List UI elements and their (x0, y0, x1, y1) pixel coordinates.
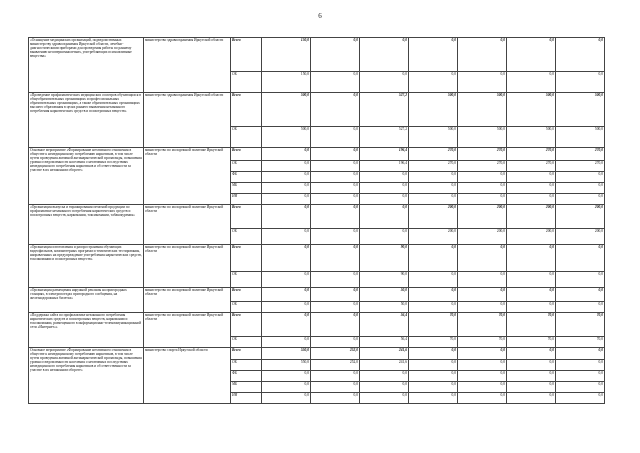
amount-cell: 500,0 (507, 93, 556, 127)
amount-cell: 0,0 (360, 72, 409, 93)
amount-cell: 0,0 (409, 245, 458, 272)
amount-cell: 0,0 (360, 38, 409, 72)
amount-cell: 500,0 (409, 127, 458, 148)
amount-cell: 0,0 (409, 72, 458, 93)
amount-cell: 527,2 (360, 127, 409, 148)
amount-cell: 70,0 (507, 313, 556, 337)
amount-cell: 0,0 (458, 302, 507, 313)
table-row (29, 38, 605, 72)
amount-cell: 0,0 (311, 371, 360, 382)
funding-source-cell: ОБ (231, 127, 262, 148)
amount-cell: 500,0 (409, 93, 458, 127)
executor-cell: министерство по молодежной политике Иркутской области (144, 205, 231, 245)
amount-cell: 0,0 (311, 183, 360, 194)
amount-cell: 0,0 (458, 172, 507, 183)
executor-cell: министерство спорта Иркутской области (144, 348, 231, 404)
amount-cell: 0,0 (262, 302, 311, 313)
amount-cell: 0,0 (262, 172, 311, 183)
amount-cell: 0,0 (360, 183, 409, 194)
amount-cell: 0,0 (262, 183, 311, 194)
amount-cell: 0,0 (507, 38, 556, 72)
amount-cell: 0,0 (409, 382, 458, 393)
amount-cell: 70,0 (458, 337, 507, 348)
amount-cell: 0,0 (556, 172, 605, 183)
amount-cell: 0,0 (458, 194, 507, 205)
amount-cell: 50,0 (360, 302, 409, 313)
funding-source-cell: ФБ (231, 371, 262, 382)
amount-cell: 270,0 (556, 161, 605, 172)
amount-cell: 0,0 (556, 393, 605, 404)
amount-cell: 0,0 (507, 183, 556, 194)
amount-cell: 0,0 (507, 72, 556, 93)
funding-source-cell: ОБ (231, 302, 262, 313)
amount-cell: 270,0 (409, 161, 458, 172)
amount-cell: 0,0 (311, 205, 360, 229)
amount-cell: 200,0 (507, 229, 556, 245)
executor-cell: министерство по молодежной политике Иркутской области (144, 245, 231, 288)
amount-cell: 0,0 (507, 172, 556, 183)
funding-source-cell: ОБ (231, 229, 262, 245)
table-row (29, 288, 605, 302)
amount-cell: 70,0 (409, 337, 458, 348)
amount-cell: 200,0 (409, 205, 458, 229)
amount-cell: 0,0 (311, 382, 360, 393)
amount-cell: 200,0 (458, 229, 507, 245)
amount-cell: 0,0 (360, 393, 409, 404)
amount-cell: 0,0 (507, 194, 556, 205)
amount-cell: 0,0 (458, 245, 507, 272)
amount-cell: 56,4 (360, 313, 409, 337)
amount-cell: 0,0 (262, 288, 311, 302)
activity-name-cell: Основное мероприятие «Формирование негативного отношения в обществе к немедицинскому потреблению наркотиков, в том числе путем проведения активной антинаркотической пропаганды, повышения уровня осведомленности населения о негативных последствиях немедицинского потребления наркотиков и об ответственности за участие в их незаконном обороте» (29, 348, 144, 404)
amount-cell: 196,4 (360, 161, 409, 172)
activity-name-cell: «Организация выпуска и тиражирования печатной продукции по профилактике незаконного потребления наркотических средств и психотропных веществ, наркомании, токсикомании, табакокурения» (29, 205, 144, 245)
amount-cell: 270,0 (458, 148, 507, 161)
amount-cell: 0,0 (556, 245, 605, 272)
amount-cell: 0,0 (507, 302, 556, 313)
amount-cell: 0,0 (262, 245, 311, 272)
amount-cell: 0,0 (458, 360, 507, 371)
amount-cell: 50,0 (360, 288, 409, 302)
amount-cell: 0,0 (409, 393, 458, 404)
table-row (29, 245, 605, 272)
funding-source-cell: Всего (231, 93, 262, 127)
funding-source-cell: Всего (231, 205, 262, 229)
amount-cell: 500,0 (458, 127, 507, 148)
amount-cell: 0,0 (458, 348, 507, 360)
table-row (29, 148, 605, 161)
amount-cell: 200,0 (458, 205, 507, 229)
executor-cell: министерство здравоохранения Иркутской области (144, 38, 231, 93)
funding-source-cell: ФБ (231, 172, 262, 183)
amount-cell: 0,0 (507, 371, 556, 382)
amount-cell: 0,0 (262, 382, 311, 393)
amount-cell: 0,0 (311, 172, 360, 183)
amount-cell: 0,0 (311, 194, 360, 205)
funding-source-cell: ОБ (231, 337, 262, 348)
amount-cell: 0,0 (311, 229, 360, 245)
amount-cell: 0,0 (262, 337, 311, 348)
amount-cell: 90,0 (360, 245, 409, 272)
activity-name-cell: «Проведение профилактических медицинских осмотров обучающихся в общеобразовательных организациях и профессиональных образовательных организациях, а также образовательных организациях высшего образования в целях раннего выявления незаконного потребления наркотических средств и психотропных веществ» (29, 93, 144, 148)
activity-name-cell: «Организация изготовления и распространения обучающих видеофильмов, компьютерных программ и тематических тестирования, направленных на предупреждение употребления наркотических средств, токсикомании и психотропных веществ» (29, 245, 144, 288)
amount-cell: 0,0 (262, 194, 311, 205)
funding-source-cell: ОБ (231, 360, 262, 371)
amount-cell: 252,0 (311, 348, 360, 360)
amount-cell: 200,0 (409, 229, 458, 245)
activity-name-cell: «Организация размещения наружной рекламы на пригородных станциях, в электропоездах пригородного сообщения, на железнодорожных билетах» (29, 288, 144, 313)
amount-cell: 0,0 (311, 161, 360, 172)
amount-cell: 0,0 (458, 183, 507, 194)
table-row (29, 93, 605, 127)
executor-cell: министерство по молодежной политике Иркутской области (144, 313, 231, 348)
amount-cell: 70,0 (556, 337, 605, 348)
amount-cell: 500,0 (507, 127, 556, 148)
amount-cell: 527,2 (360, 93, 409, 127)
executor-cell: министерство по молодежной политике Иркутской области (144, 148, 231, 205)
amount-cell: 0,0 (458, 38, 507, 72)
amount-cell: 0,0 (556, 348, 605, 360)
amount-cell: 0,0 (507, 288, 556, 302)
amount-cell: 0,0 (311, 38, 360, 72)
amount-cell: 0,0 (409, 272, 458, 288)
page-number: 6 (318, 12, 322, 20)
amount-cell: 0,0 (409, 183, 458, 194)
amount-cell: 0,0 (556, 288, 605, 302)
amount-cell: 0,0 (360, 172, 409, 183)
amount-cell: 550,0 (262, 348, 311, 360)
amount-cell: 0,0 (262, 148, 311, 161)
amount-cell: 0,0 (262, 313, 311, 337)
amount-cell: 0,0 (409, 288, 458, 302)
amount-cell: 70,0 (556, 313, 605, 337)
amount-cell: 0,0 (360, 229, 409, 245)
amount-cell: 0,0 (507, 348, 556, 360)
amount-cell: 70,0 (458, 313, 507, 337)
amount-cell: 0,0 (458, 382, 507, 393)
amount-cell: 0,0 (311, 93, 360, 127)
amount-cell: 0,0 (311, 72, 360, 93)
amount-cell: 500,0 (262, 127, 311, 148)
amount-cell: 500,0 (262, 93, 311, 127)
amount-cell: 0,0 (409, 38, 458, 72)
funding-source-cell: Всего (231, 313, 262, 337)
amount-cell: 200,0 (556, 229, 605, 245)
amount-cell: 0,0 (311, 148, 360, 161)
amount-cell: 0,0 (409, 371, 458, 382)
funding-source-cell: ОБ (231, 272, 262, 288)
amount-cell: 70,0 (409, 313, 458, 337)
amount-cell: 0,0 (409, 172, 458, 183)
amount-cell: 0,0 (556, 360, 605, 371)
budget-table-body (29, 38, 605, 404)
amount-cell: 150,0 (262, 38, 311, 72)
amount-cell: 241,6 (360, 348, 409, 360)
amount-cell: 0,0 (556, 194, 605, 205)
amount-cell: 0,0 (360, 382, 409, 393)
amount-cell: 0,0 (409, 360, 458, 371)
amount-cell: 550,0 (262, 360, 311, 371)
funding-source-cell: Всего (231, 148, 262, 161)
amount-cell: 0,0 (262, 229, 311, 245)
amount-cell: 0,0 (458, 72, 507, 93)
activity-name-cell: «Оснащение медицинских организаций, подведомственных министерству здравоохранения Иркутской области, лечебно-диагностическими приборами для проведения работы по раннему выявлению несовершеннолетних, употребляющих психоактивные вещества» (29, 38, 144, 93)
amount-cell: 0,0 (311, 127, 360, 148)
amount-cell: 0,0 (262, 161, 311, 172)
amount-cell: 0,0 (458, 288, 507, 302)
amount-cell: 90,0 (360, 272, 409, 288)
amount-cell: 500,0 (458, 93, 507, 127)
amount-cell: 0,0 (360, 205, 409, 229)
table-row (29, 205, 605, 229)
budget-table (28, 37, 605, 404)
amount-cell: 0,0 (311, 272, 360, 288)
funding-source-cell: ОБ (231, 161, 262, 172)
amount-cell: 0,0 (556, 38, 605, 72)
amount-cell: 500,0 (556, 93, 605, 127)
table-row (29, 348, 605, 360)
table-row (29, 313, 605, 337)
amount-cell: 0,0 (311, 245, 360, 272)
amount-cell: 200,0 (556, 205, 605, 229)
funding-source-cell: МБ (231, 183, 262, 194)
amount-cell: 500,0 (556, 127, 605, 148)
amount-cell: 0,0 (360, 371, 409, 382)
amount-cell: 0,0 (409, 348, 458, 360)
amount-cell: 0,0 (311, 337, 360, 348)
amount-cell: 0,0 (311, 313, 360, 337)
amount-cell: 0,0 (262, 272, 311, 288)
amount-cell: 0,0 (458, 393, 507, 404)
activity-name-cell: Основное мероприятие «Формирование негативного отношения в обществе к немедицинскому потреблению наркотиков, в том числе путем проведения активной антинаркотической пропаганды, повышения уровня осведомленности населения о негативных последствиях немедицинского потребления наркотиков и об ответственности за участие в их незаконном обороте» (29, 148, 144, 205)
amount-cell: 0,0 (507, 382, 556, 393)
amount-cell: 150,0 (262, 72, 311, 93)
amount-cell: 0,0 (507, 272, 556, 288)
amount-cell: 0,0 (311, 288, 360, 302)
amount-cell: 0,0 (556, 183, 605, 194)
amount-cell: 0,0 (556, 371, 605, 382)
amount-cell: 0,0 (262, 393, 311, 404)
amount-cell: 270,0 (556, 148, 605, 161)
amount-cell: 56,4 (360, 337, 409, 348)
amount-cell: 0,0 (262, 205, 311, 229)
amount-cell: 0,0 (458, 272, 507, 288)
amount-cell: 70,0 (507, 337, 556, 348)
amount-cell: 0,0 (556, 382, 605, 393)
funding-source-cell: ИИ (231, 194, 262, 205)
amount-cell: 252,0 (311, 360, 360, 371)
amount-cell: 0,0 (556, 272, 605, 288)
amount-cell: 0,0 (360, 194, 409, 205)
amount-cell: 0,0 (262, 371, 311, 382)
funding-source-cell: Всего (231, 288, 262, 302)
amount-cell: 270,0 (409, 148, 458, 161)
funding-source-cell: ОБ (231, 72, 262, 93)
amount-cell: 0,0 (409, 302, 458, 313)
amount-cell: 0,0 (556, 302, 605, 313)
amount-cell: 0,0 (507, 393, 556, 404)
amount-cell: 0,0 (311, 393, 360, 404)
amount-cell: 0,0 (507, 360, 556, 371)
funding-source-cell: Всего (231, 38, 262, 72)
funding-source-cell: Всего (231, 245, 262, 272)
amount-cell: 241,6 (360, 360, 409, 371)
amount-cell: 0,0 (556, 72, 605, 93)
amount-cell: 196,4 (360, 148, 409, 161)
amount-cell: 0,0 (311, 302, 360, 313)
amount-cell: 0,0 (458, 371, 507, 382)
funding-source-cell: Всего (231, 348, 262, 360)
executor-cell: министерство здравоохранения Иркутской области (144, 93, 231, 148)
amount-cell: 0,0 (409, 194, 458, 205)
amount-cell: 270,0 (507, 161, 556, 172)
amount-cell: 270,0 (507, 148, 556, 161)
amount-cell: 200,0 (507, 205, 556, 229)
amount-cell: 0,0 (507, 245, 556, 272)
funding-source-cell: ИИ (231, 393, 262, 404)
activity-name-cell: «Поддержка сайта по профилактике незаконного потребления наркотических средств и психотропных веществ, наркомании и токсикомании, размещенного в информационно-телекоммуникационной сети «Интернет»» (29, 313, 144, 348)
amount-cell: 270,0 (458, 161, 507, 172)
funding-source-cell: МБ (231, 382, 262, 393)
executor-cell: министерство по молодежной политике Иркутской области (144, 288, 231, 313)
